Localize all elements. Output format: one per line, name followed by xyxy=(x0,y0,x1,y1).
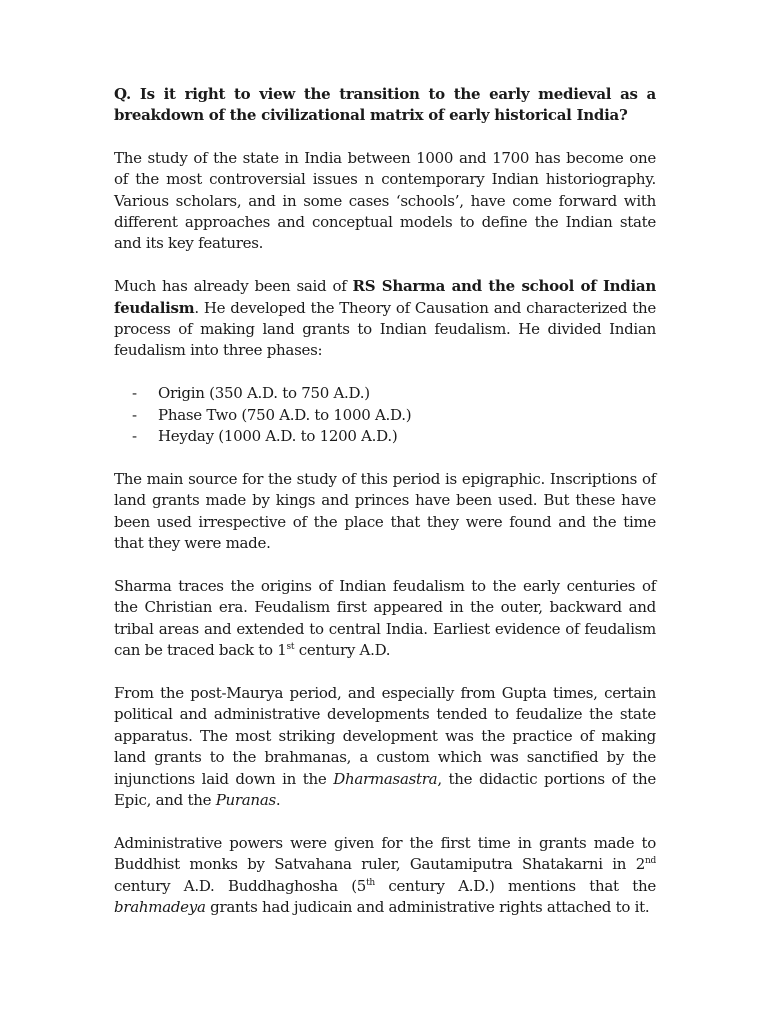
origins-text-pre: Sharma traces the origins of Indian feudalism to the early centuries of the Christian era. Feudalism first appeared in the outer, backward and tribal areas and extended to central India. Earliest evidence of feudalism can be traced back to 1 xyxy=(114,576,656,660)
phase-item-two xyxy=(114,405,656,426)
superscript-th: th xyxy=(366,877,375,888)
paragraph-epigraphic-source: The main source for the study of this period is epigraphic. Inscriptions of land grants made by kings and princes have been used. But these have been used irrespective of the place that they were found and the time that they were made. xyxy=(114,469,656,553)
post-maurya-text-mid: , the didactic portions of the Epic, and the xyxy=(114,769,657,809)
dash-bullet: - xyxy=(132,384,137,403)
admin-text-mid1: century A.D. Buddhaghosha (5 xyxy=(114,876,367,895)
puranas-italic: Puranas xyxy=(215,790,276,809)
phase-label: Heyday (1000 A.D. to 1200 A.D.) xyxy=(158,427,398,446)
question-heading: Q. Is it right to view the transition to the early medieval as a breakdown of the civilizational matrix of early historical India? xyxy=(114,85,656,125)
phase-item-origin xyxy=(114,383,656,404)
paragraph-origins xyxy=(114,576,656,662)
rs-sharma-text-post: . He developed the Theory of Causation and characterized the process of making land grants to Indian feudalism. He divided Indian feudalism into three phases: xyxy=(114,298,656,360)
dharmasastra-italic: Dharmasastra xyxy=(333,769,438,788)
superscript-nd: nd xyxy=(645,856,656,867)
admin-text-mid2: century A.D.) mentions that the xyxy=(374,876,656,895)
superscript-st: st xyxy=(286,642,295,653)
phase-label: Phase Two (750 A.D. to 1000 A.D.) xyxy=(158,405,412,424)
phase-label: Origin (350 A.D. to 750 A.D.) xyxy=(158,384,370,403)
paragraph-post-maurya xyxy=(114,683,656,811)
origins-text-post: century A.D. xyxy=(294,641,391,660)
post-maurya-text-post: . xyxy=(275,790,281,809)
paragraph-rs-sharma xyxy=(114,276,656,362)
dash-bullet: - xyxy=(132,405,137,424)
admin-text-post: grants had judicain and administrative rights attached to it. xyxy=(205,897,650,916)
post-maurya-text-pre: From the post-Maurya period, and especially from Gupta times, certain political and administrative developments tended to feudalize the state apparatus. The most striking development was the practice of making land grants to the brahmanas, a custom which was sanctified by the injunctions laid down in the xyxy=(114,683,656,788)
brahmadeya-italic: brahmadeya xyxy=(114,897,206,916)
rs-sharma-school-bold: RS Sharma and the school of Indian feudalism xyxy=(114,277,656,317)
admin-text-pre: Administrative powers were given for the first time in grants made to Buddhist monks by Satvahana ruler, Gautamiputra Shatakarni in 2 xyxy=(114,833,656,874)
dash-bullet: - xyxy=(132,427,137,446)
paragraph-administrative-powers xyxy=(114,833,656,919)
rs-sharma-text-pre: Much has already been said of xyxy=(114,277,353,296)
phase-item-heyday xyxy=(114,426,656,447)
feudalism-phases-list xyxy=(114,383,656,447)
document-page xyxy=(114,84,656,940)
paragraph-state-study: The study of the state in India between 1000 and 1700 has become one of the most controversial issues n contemporary Indian historiography. Various scholars, and in some cases ‘schools’, have come forward with different approaches and conceptual models to define the Indian state and its key features. xyxy=(114,148,656,253)
